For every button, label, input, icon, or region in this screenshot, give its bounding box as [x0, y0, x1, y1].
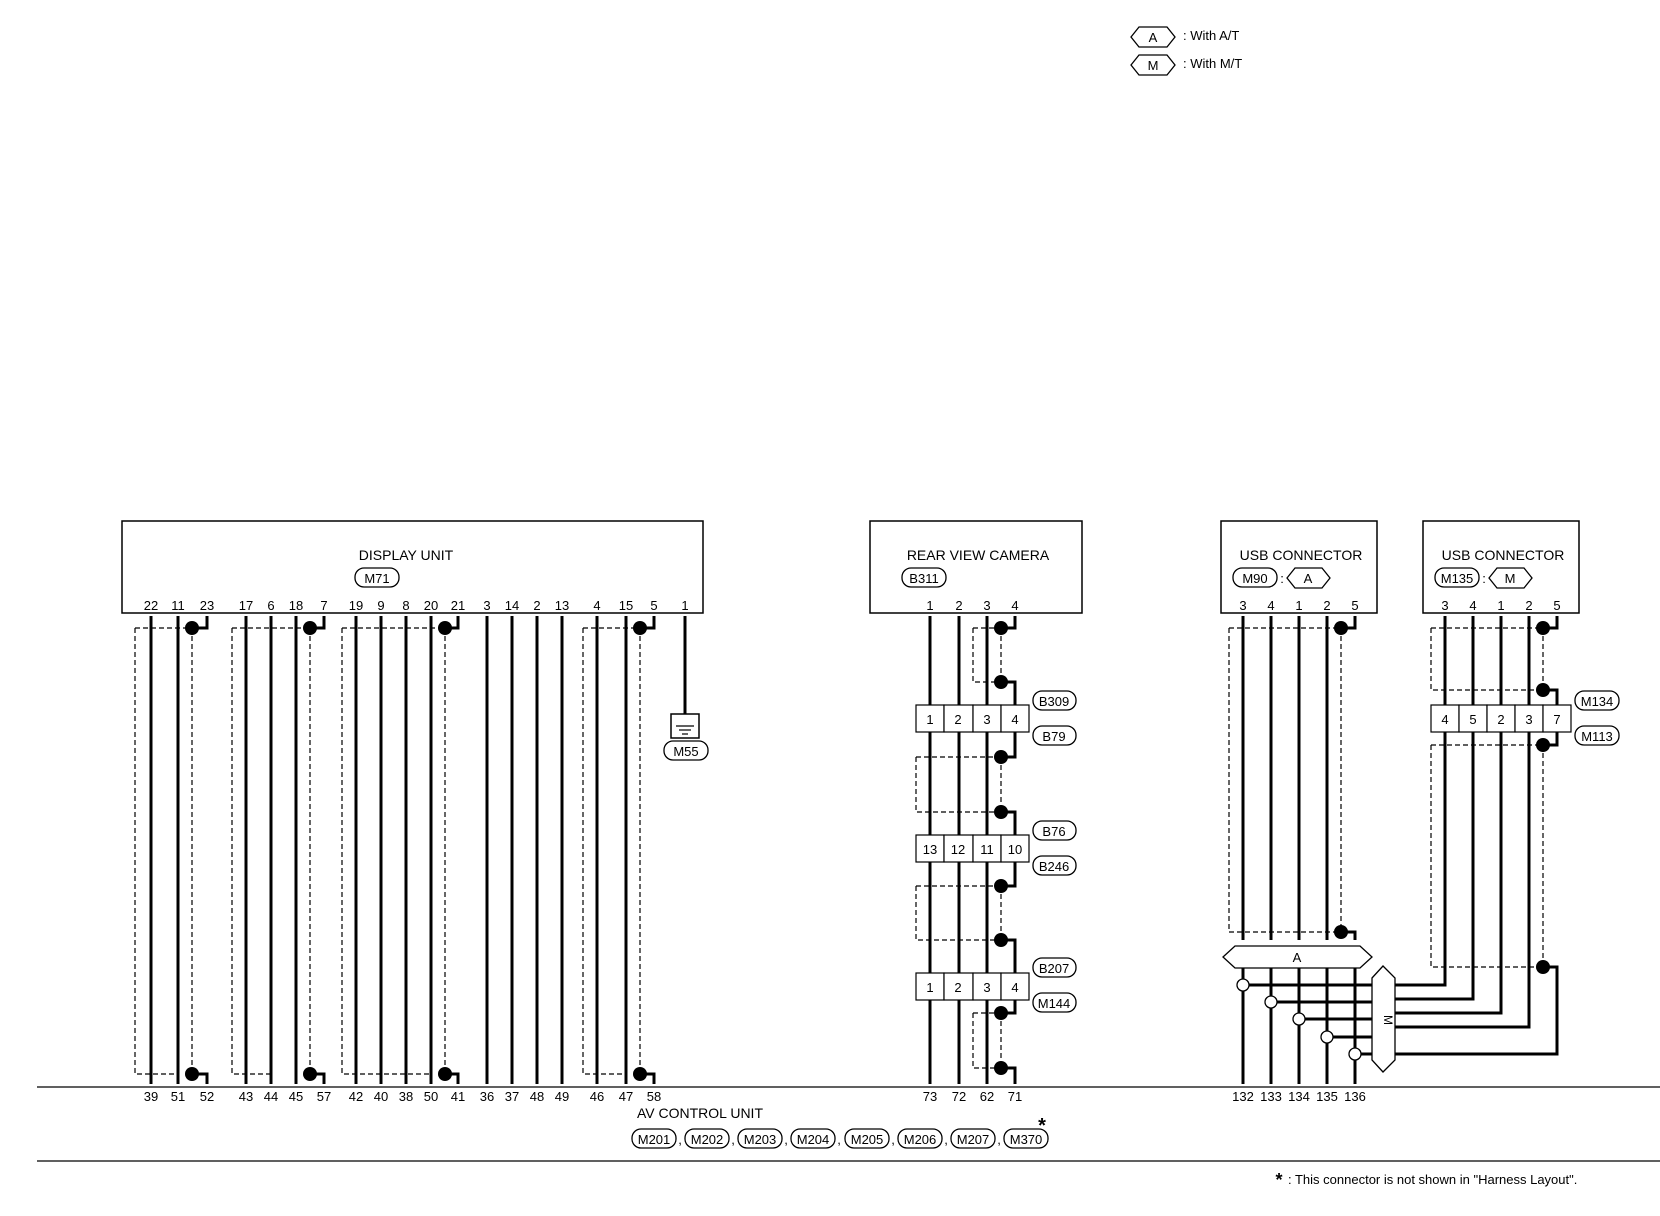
legend [1131, 27, 1242, 75]
pin-label: 71 [1007, 1089, 1023, 1104]
pin-label: 1 [681, 598, 689, 613]
selector-a-label: A [1292, 950, 1302, 965]
pin-label: 46 [589, 1089, 605, 1104]
joint-connector-lower: B246 [1038, 859, 1070, 874]
pin-label: 52 [199, 1089, 215, 1104]
joint-cell: 13 [922, 842, 938, 857]
av-connector: M203 [743, 1132, 777, 1147]
pin-label: 8 [402, 598, 410, 613]
rear-view-camera [870, 521, 1082, 1084]
pin-label: 51 [170, 1089, 186, 1104]
joint-connector-upper: M134 [1580, 694, 1614, 709]
camera-joint-2 [916, 821, 1076, 875]
pin-label: 42 [348, 1089, 364, 1104]
joint-cell: 2 [954, 980, 962, 995]
pin-label: 135 [1316, 1089, 1338, 1104]
camera-title: REAR VIEW CAMERA [906, 547, 1050, 563]
pin-label: 3 [1239, 598, 1247, 613]
display-unit-connector: M71 [364, 571, 390, 586]
pin-label: 37 [504, 1089, 520, 1104]
joint-cell: 4 [1441, 712, 1449, 727]
pin-label: 17 [238, 598, 254, 613]
joint-cell: 5 [1469, 712, 1477, 727]
selector-m-label: M [1381, 1015, 1395, 1025]
pin-label: 49 [554, 1089, 570, 1104]
usb-bus-wires [1237, 968, 1372, 1084]
usb2-title: USB CONNECTOR [1441, 547, 1565, 563]
pin-label: 72 [951, 1089, 967, 1104]
av-connector: M204 [796, 1132, 830, 1147]
pin-label: 134 [1288, 1089, 1310, 1104]
pin-label: 4 [593, 598, 601, 613]
camera-connector: B311 [909, 571, 939, 586]
joint-cell: 7 [1553, 712, 1561, 727]
usb2-connector: M135 [1440, 571, 1474, 586]
av-pins-camera [923, 1089, 1022, 1104]
joint-cell: 1 [926, 712, 934, 727]
joint-cell: 2 [954, 712, 962, 727]
svg-text:,: , [731, 1132, 735, 1147]
pin-label: 4 [1469, 598, 1477, 613]
pin-label: 36 [479, 1089, 495, 1104]
pin-label: 4 [1011, 598, 1019, 613]
joint-cell: 3 [1525, 712, 1533, 727]
joint-cell: 1 [926, 980, 934, 995]
pin-label: 6 [267, 598, 275, 613]
pin-label: 39 [143, 1089, 159, 1104]
pin-label: 50 [423, 1089, 439, 1104]
pin-label: 9 [377, 598, 385, 613]
pin-label: 1 [1497, 598, 1505, 613]
svg-text::: : [1280, 571, 1284, 586]
pin-label: 136 [1344, 1089, 1366, 1104]
legend-tag-m: M [1147, 58, 1159, 73]
av-control-unit-title: AV CONTROL UNIT [636, 1105, 764, 1121]
display-unit [122, 521, 708, 1084]
pin-label: 1 [926, 598, 934, 613]
joint-cell: 2 [1497, 712, 1505, 727]
pin-label: 73 [922, 1089, 938, 1104]
pin-label: 21 [450, 598, 466, 613]
usb-connector-2 [1395, 521, 1619, 1054]
joint-connector-lower: B79 [1042, 729, 1066, 744]
camera-joint-3 [916, 958, 1076, 1012]
camera-box [870, 521, 1082, 613]
pin-label: 5 [1553, 598, 1561, 613]
pin-label: 15 [618, 598, 634, 613]
pin-label: 2 [1323, 598, 1331, 613]
svg-text:,: , [837, 1132, 841, 1147]
joint-cell: 4 [1011, 980, 1019, 995]
svg-text:,: , [784, 1132, 788, 1147]
pin-label: 58 [646, 1089, 662, 1104]
pin-label: 3 [483, 598, 491, 613]
footnote-mark: * [1275, 1170, 1283, 1190]
pin-label: 23 [199, 598, 215, 613]
pin-label: 43 [238, 1089, 254, 1104]
av-connector: M201 [637, 1132, 671, 1147]
pin-label: 44 [263, 1089, 279, 1104]
pin-label: 11 [171, 598, 185, 613]
wire-group-2 [232, 616, 324, 1084]
usb1-tag: A [1303, 571, 1313, 586]
wire-group-4 [487, 616, 562, 1084]
pin-label: 41 [450, 1089, 466, 1104]
av-pins-usb [1232, 1089, 1366, 1104]
av-control-unit [37, 1087, 1660, 1161]
joint-cell: 4 [1011, 712, 1019, 727]
legend-tag-a: A [1148, 30, 1158, 45]
pin-label: 5 [650, 598, 658, 613]
svg-text:,: , [997, 1132, 1001, 1147]
av-connector: M207 [956, 1132, 990, 1147]
pin-label: 47 [618, 1089, 634, 1104]
pin-label: 45 [288, 1089, 304, 1104]
usb2-tag: M [1504, 571, 1516, 586]
usb1-connector: M90 [1242, 571, 1268, 586]
pin-label: 57 [316, 1089, 332, 1104]
joint-connector-upper: B207 [1038, 961, 1070, 976]
av-connector: M370 [1009, 1132, 1043, 1147]
pin-label: 38 [398, 1089, 414, 1104]
ground [664, 616, 708, 760]
ground-connector: M55 [673, 744, 699, 759]
av-connector-asterisk: * [1038, 1115, 1046, 1137]
joint-connector-lower: M144 [1037, 996, 1071, 1011]
joint-cell: 3 [983, 980, 991, 995]
wire-group-1 [135, 616, 207, 1084]
pin-label: 19 [348, 598, 364, 613]
pin-label: 133 [1260, 1089, 1282, 1104]
joint-connector-upper: B309 [1038, 694, 1070, 709]
selector-a [1223, 946, 1372, 968]
pin-label: 1 [1295, 598, 1303, 613]
legend-text-m: : With M/T [1183, 56, 1243, 71]
legend-text-a: : With A/T [1183, 28, 1240, 43]
pin-label: 3 [1441, 598, 1449, 613]
pin-label: 14 [504, 598, 520, 613]
svg-text:,: , [678, 1132, 682, 1147]
joint-connector-lower: M113 [1581, 729, 1613, 744]
pin-label: 18 [288, 598, 304, 613]
pin-label: 20 [423, 598, 439, 613]
display-unit-pins [144, 598, 689, 613]
av-connector: M205 [850, 1132, 884, 1147]
pin-label: 62 [979, 1089, 995, 1104]
wire-group-5 [583, 616, 654, 1084]
pin-label: 2 [1525, 598, 1533, 613]
joint-cell: 3 [983, 712, 991, 727]
joint-cell: 11 [980, 842, 994, 857]
pin-label: 13 [554, 598, 570, 613]
pin-label: 3 [983, 598, 991, 613]
pin-label: 2 [955, 598, 963, 613]
pin-label: 48 [529, 1089, 545, 1104]
pin-label: 4 [1267, 598, 1275, 613]
pin-label: 2 [533, 598, 541, 613]
av-connector: M206 [903, 1132, 937, 1147]
pin-label: 40 [373, 1089, 389, 1104]
svg-text::: : [1482, 571, 1486, 586]
joint-cell: 10 [1007, 842, 1023, 857]
display-unit-title: DISPLAY UNIT [358, 547, 454, 563]
pin-label: 22 [143, 598, 159, 613]
svg-text:,: , [944, 1132, 948, 1147]
joint-connector-upper: B76 [1042, 824, 1066, 839]
selector-m [1372, 966, 1395, 1072]
usb2-joint [1431, 691, 1619, 745]
camera-joint-1 [916, 691, 1076, 745]
joint-cell: 12 [950, 842, 966, 857]
pin-label: 7 [320, 598, 328, 613]
footnote-text: : This connector is not shown in "Harness Layout". [1288, 1172, 1578, 1187]
pin-label: 132 [1232, 1089, 1254, 1104]
footnote [1275, 1170, 1577, 1190]
wire-group-3 [342, 616, 458, 1084]
usb1-title: USB CONNECTOR [1239, 547, 1363, 563]
usb-connector-1 [1221, 521, 1377, 940]
av-pins-display [144, 1089, 661, 1104]
av-connector: M202 [690, 1132, 724, 1147]
svg-text:,: , [891, 1132, 895, 1147]
pin-label: 5 [1351, 598, 1359, 613]
